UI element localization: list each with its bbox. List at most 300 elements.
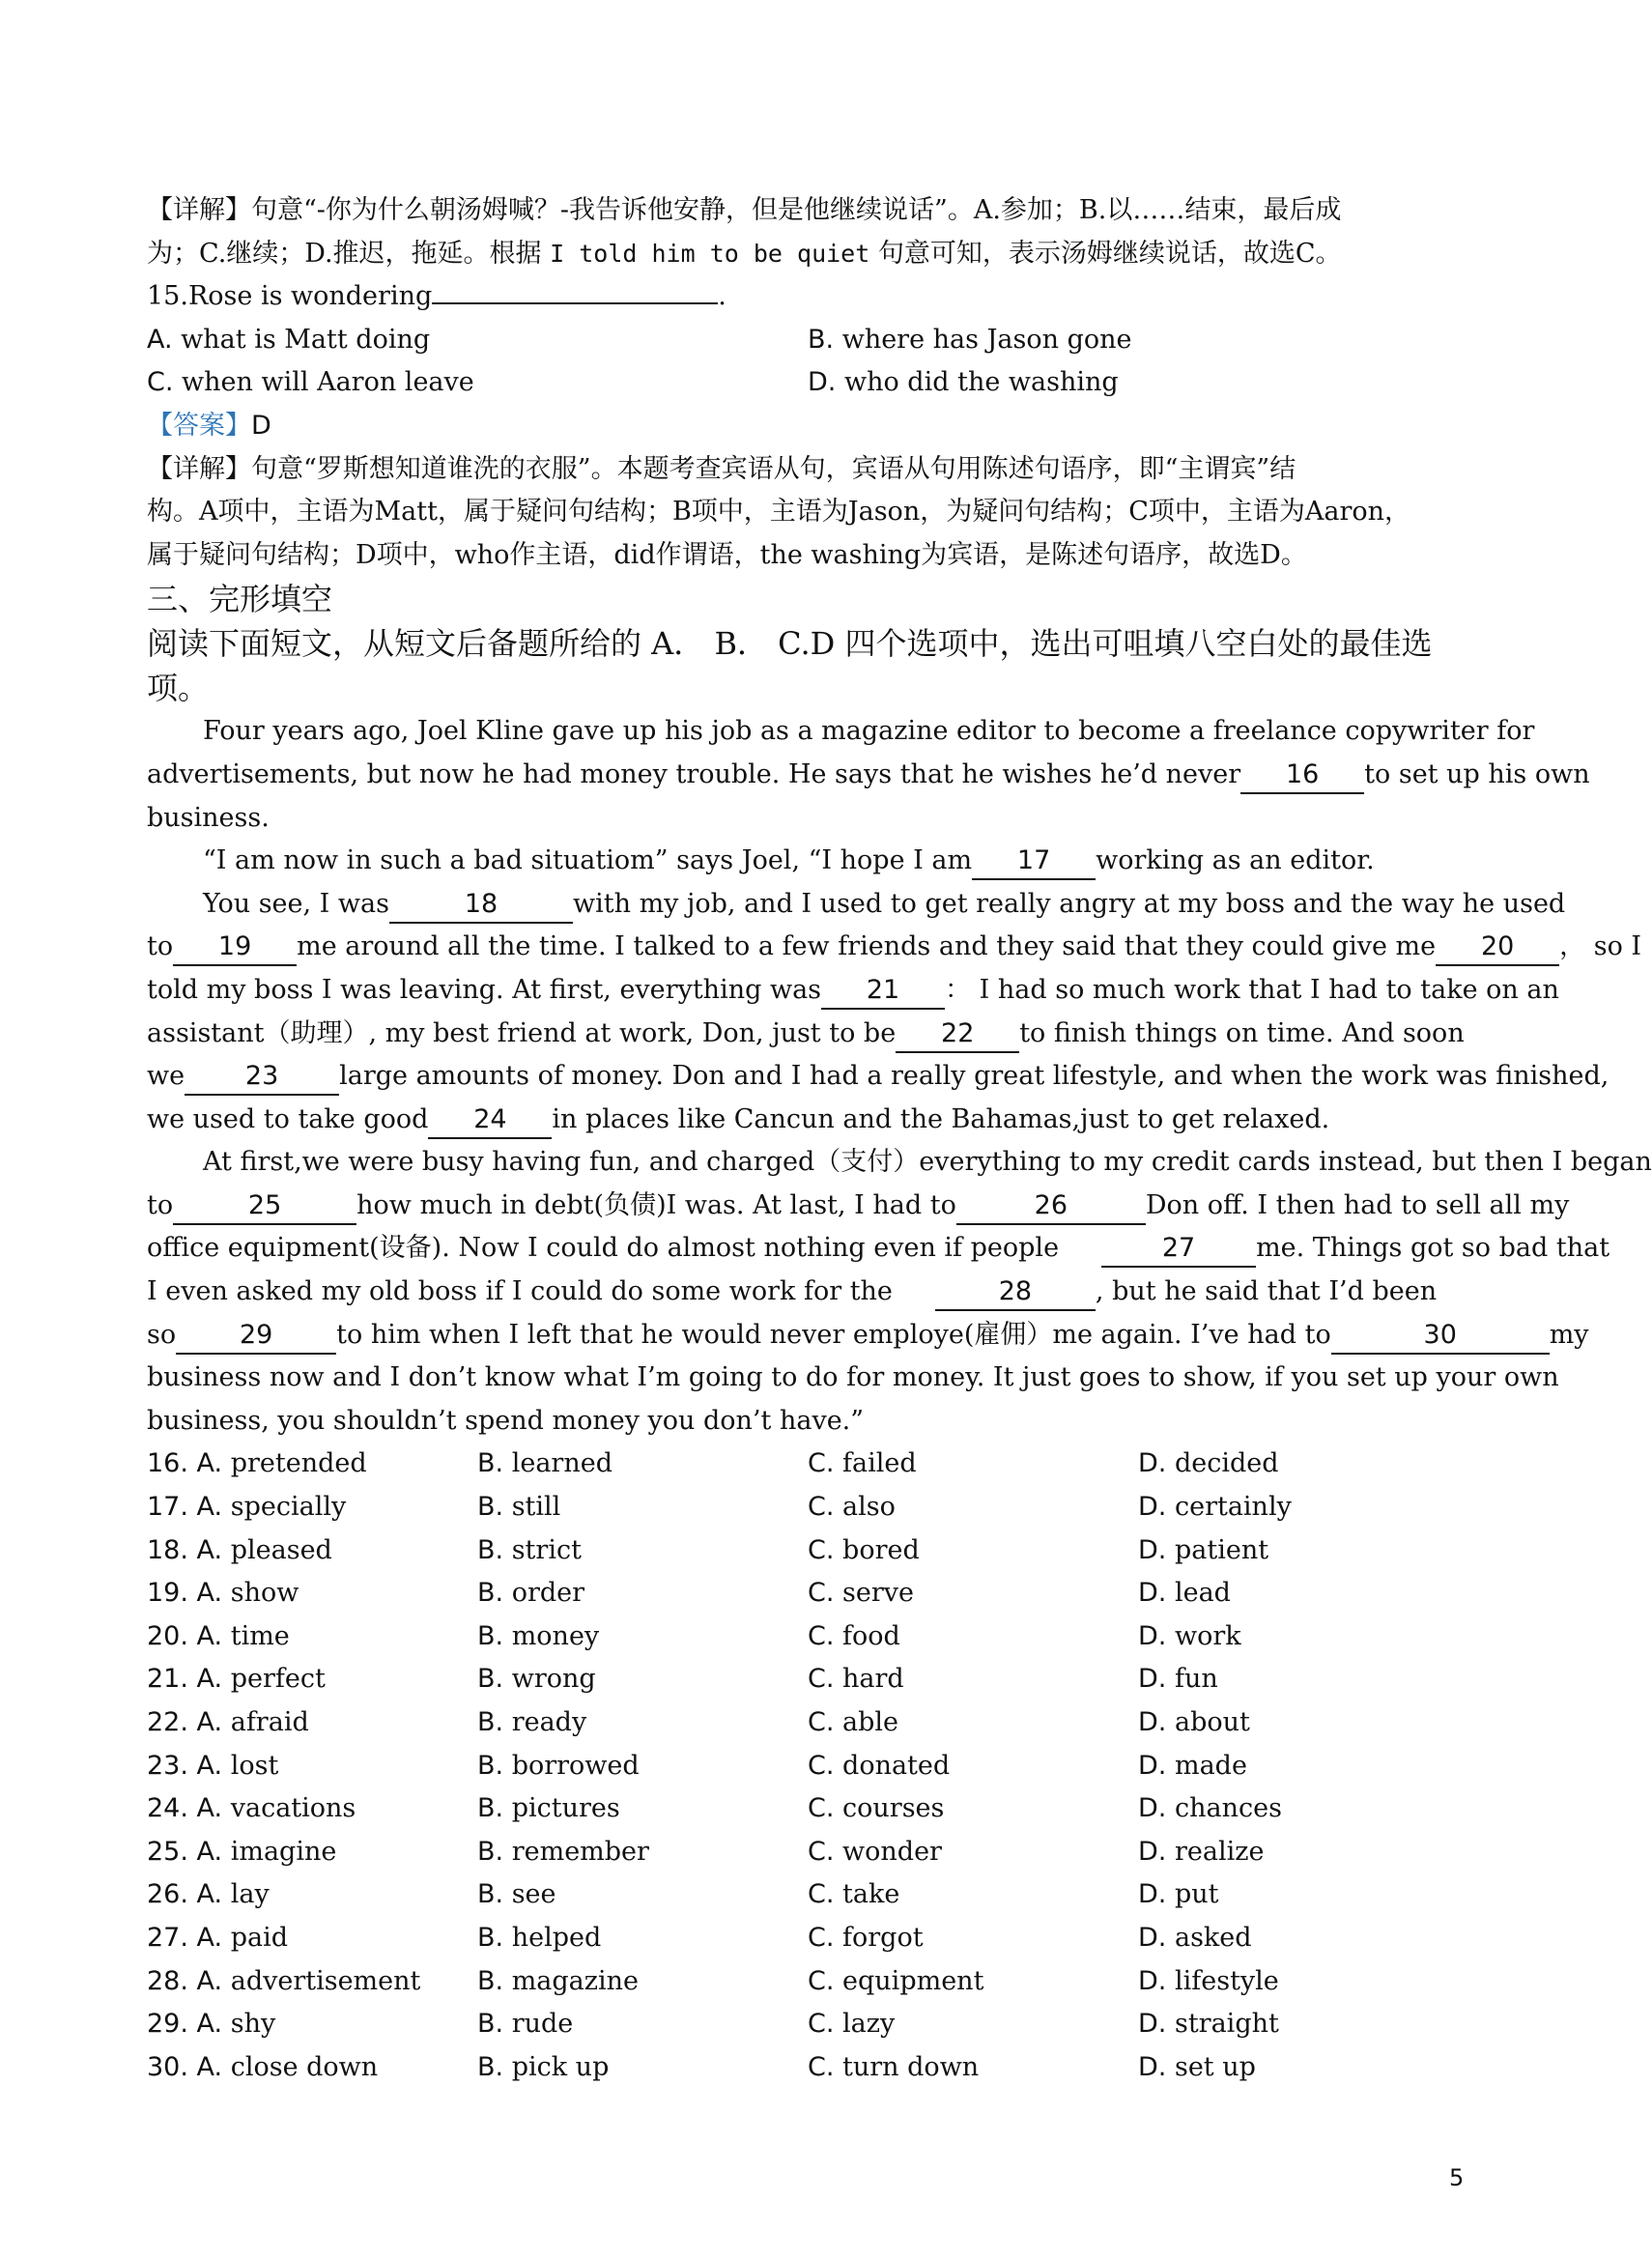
- option-label: D.: [1138, 1492, 1167, 1523]
- option-b: [477, 1615, 808, 1659]
- question-number: 20.: [147, 1620, 188, 1651]
- passage-line: business.: [147, 802, 270, 833]
- option-label: A.: [196, 1578, 223, 1609]
- passage-text: to set up his own: [1364, 758, 1590, 789]
- blank-29: 29: [176, 1318, 336, 1355]
- option-d: [1138, 2046, 1428, 2090]
- option-b: [477, 1486, 808, 1529]
- option-text: food: [842, 1620, 900, 1651]
- option-text: see: [511, 1879, 556, 1910]
- passage-text: to: [147, 931, 174, 962]
- option-text: order: [511, 1578, 585, 1609]
- passage-text: me. Things got so bad that: [1256, 1233, 1610, 1264]
- option-label: C.: [808, 2051, 835, 2082]
- option-label: C.: [808, 1578, 835, 1609]
- passage-text: office equipment(设备). Now I could do almost nothing even if people: [147, 1233, 1060, 1264]
- option-label: B.: [477, 1620, 504, 1651]
- option-text: lifestyle: [1174, 1965, 1279, 1996]
- question-number: 23.: [147, 1750, 188, 1781]
- passage-line: [147, 1013, 1465, 1056]
- option-c: [808, 1443, 1138, 1486]
- option-label: A.: [196, 1707, 223, 1737]
- option-label: A.: [196, 1965, 223, 1996]
- option-d: [1138, 1917, 1428, 1960]
- option-text: vacations: [230, 1793, 356, 1824]
- option-label: D.: [1138, 1448, 1167, 1479]
- option-d: [1138, 1831, 1428, 1874]
- option-label: C.: [808, 2009, 835, 2040]
- option-a: [147, 1960, 477, 2004]
- option-d: [1138, 1873, 1428, 1917]
- question-number: 17.: [147, 1492, 188, 1523]
- option-text: money: [511, 1620, 600, 1651]
- question-row: [147, 2003, 1461, 2046]
- option-label: B.: [477, 1534, 504, 1565]
- option-text: set up: [1174, 2051, 1256, 2082]
- option-label: A.: [196, 1922, 223, 1953]
- option-d: [1138, 1615, 1428, 1659]
- question-row: [147, 1486, 1461, 1529]
- passage-text: so: [147, 1319, 177, 1350]
- blank-20: 20: [1436, 929, 1559, 966]
- option-label: C.: [808, 1620, 835, 1651]
- option-label: D.: [1138, 1922, 1167, 1953]
- option-label: C.: [808, 1750, 835, 1781]
- q15-options-row1: [147, 319, 1461, 362]
- option-text: wrong: [511, 1664, 596, 1695]
- option-d: [1138, 1701, 1428, 1745]
- option-text: take: [842, 1879, 900, 1910]
- option-text: hard: [842, 1664, 904, 1695]
- option-label: B.: [477, 1836, 504, 1867]
- option-text: helped: [511, 1922, 602, 1953]
- question-number: 29.: [147, 2009, 188, 2040]
- option-text: show: [230, 1578, 299, 1609]
- question-row: [147, 1960, 1461, 2004]
- question-row: [147, 1917, 1461, 1960]
- q15-option-b: [808, 319, 1132, 362]
- option-a: [147, 2003, 477, 2046]
- detail-tag: 【详解】: [147, 453, 251, 484]
- option-text: forgot: [842, 1922, 924, 1953]
- option-b: [477, 1917, 808, 1960]
- question-row: [147, 1701, 1461, 1745]
- option-label: D.: [1138, 1965, 1167, 1996]
- option-label: B.: [477, 1492, 504, 1523]
- option-text: advertisement: [230, 1965, 421, 1996]
- option-label: A.: [196, 1448, 223, 1479]
- option-label: A.: [147, 324, 173, 355]
- passage-line: At first,we were busy having fun, and charged（支付）everything to my credit cards instead, but then I began: [203, 1147, 1652, 1178]
- q15-option-a: [147, 319, 808, 362]
- q14-detail-line2: [147, 233, 1461, 276]
- passage-text: working as an editor.: [1096, 845, 1375, 876]
- option-label: B.: [477, 2051, 504, 2082]
- option-label: C.: [808, 1707, 835, 1737]
- option-label: A.: [196, 1492, 223, 1523]
- option-text: still: [511, 1492, 561, 1523]
- option-text: pictures: [511, 1793, 620, 1824]
- option-text: chances: [1174, 1793, 1282, 1824]
- passage-text: to him when I left that he would never employe(雇佣）me again. I’ve had to: [336, 1319, 1331, 1350]
- option-c: [808, 1917, 1138, 1960]
- question-row: [147, 1831, 1461, 1874]
- option-a: [147, 2046, 477, 2090]
- q15-answer: [147, 405, 1461, 448]
- option-text: work: [1174, 1620, 1241, 1651]
- passage-line: [147, 754, 1590, 797]
- question-number: 19.: [147, 1578, 188, 1609]
- q14-detail-text2a: 为；C.继续；D.推迟，拖延。根据: [147, 238, 542, 269]
- passage-line: [147, 1099, 1461, 1142]
- option-text: serve: [842, 1578, 915, 1609]
- option-label: C.: [808, 1836, 835, 1867]
- option-text: made: [1174, 1750, 1247, 1781]
- passage-text: to finish things on time. And soon: [1019, 1017, 1465, 1048]
- passage-text: ： I had so much work that I had to take on an: [945, 974, 1559, 1005]
- option-text: borrowed: [511, 1750, 640, 1781]
- option-label: B.: [477, 1448, 504, 1479]
- option-a: [147, 1873, 477, 1917]
- passage-text: You see, I was: [203, 888, 389, 919]
- passage-text: large amounts of money. Don and I had a really great lifestyle, and when the work was finished,: [339, 1061, 1609, 1092]
- q15-blank: [432, 302, 718, 304]
- option-label: C.: [808, 1965, 835, 1996]
- option-b: [477, 1658, 808, 1701]
- option-label: D.: [808, 367, 837, 398]
- answer-value: D: [251, 410, 271, 441]
- option-b: [477, 2046, 808, 2090]
- option-label: C.: [808, 1448, 835, 1479]
- blank-25: 25: [173, 1188, 356, 1225]
- option-text: time: [230, 1620, 290, 1651]
- q15-detail-line3: 属于疑问句结构；D项中，who作主语，did作谓语，the washing为宾语，是陈述句语序，故选D。: [147, 539, 1307, 570]
- passage-line: business, you shouldn’t spend money you don’t have.”: [147, 1405, 865, 1436]
- passage-text: we used to take good: [147, 1103, 429, 1134]
- q15-stem-text: 15.Rose is wondering: [147, 281, 433, 312]
- option-text: donated: [842, 1750, 951, 1781]
- option-label: D.: [1138, 1620, 1167, 1651]
- option-b: [477, 1701, 808, 1745]
- detail-tag: 【详解】: [147, 195, 251, 225]
- question-row: [147, 1615, 1461, 1659]
- option-label: D.: [1138, 1879, 1167, 1910]
- q15-stem: [147, 275, 1461, 319]
- option-text: close down: [230, 2051, 379, 2082]
- section-instruction-line2: 项。: [147, 670, 210, 707]
- q14-detail-text2b: 句意可知，表示汤姆继续说话，故选C。: [877, 238, 1342, 269]
- question-number: 24.: [147, 1793, 188, 1824]
- option-label: D.: [1138, 2051, 1167, 2082]
- option-c: [808, 1658, 1138, 1701]
- option-d: [1138, 1529, 1428, 1573]
- option-b: [477, 1745, 808, 1788]
- option-text: also: [842, 1492, 896, 1523]
- option-d: [1138, 2003, 1428, 2046]
- blank-28: 28: [935, 1274, 1096, 1311]
- passage-text: Don off. I then had to sell all my: [1145, 1189, 1570, 1220]
- question-number: 22.: [147, 1707, 188, 1737]
- option-text: who did the washing: [843, 367, 1119, 398]
- option-c: [808, 1572, 1138, 1615]
- question-number: 21.: [147, 1664, 188, 1695]
- option-text: where has Jason gone: [841, 324, 1132, 355]
- question-number: 30.: [147, 2051, 188, 2082]
- passage-line: [147, 840, 1461, 883]
- option-text: lead: [1174, 1578, 1231, 1609]
- option-label: D.: [1138, 2009, 1167, 2040]
- question-row: [147, 1745, 1461, 1788]
- option-text: remember: [511, 1836, 649, 1867]
- passage-line: [147, 1055, 1609, 1099]
- option-c: [808, 1486, 1138, 1529]
- option-text: imagine: [230, 1836, 337, 1867]
- blank-17: 17: [972, 843, 1096, 880]
- option-a: [147, 1658, 477, 1701]
- option-text: equipment: [842, 1965, 984, 1996]
- question-row: [147, 2046, 1461, 2090]
- passage-text: I even asked my old boss if I could do some work for the: [147, 1276, 893, 1307]
- option-text: fun: [1174, 1664, 1218, 1695]
- option-text: shy: [230, 2009, 276, 2040]
- option-label: A.: [196, 2009, 223, 2040]
- q15-options-row2: [147, 361, 1461, 405]
- option-b: [477, 1831, 808, 1874]
- option-label: D.: [1138, 1534, 1167, 1565]
- option-b: [477, 1572, 808, 1615]
- blank-26: 26: [956, 1188, 1146, 1225]
- passage-line: business now and I don’t know what I’m going to do for money. It just goes to show, if you set up your own: [147, 1362, 1559, 1393]
- option-text: rude: [511, 2009, 574, 2040]
- option-label: D.: [1138, 1750, 1167, 1781]
- q15-detail-line1: [147, 448, 1461, 492]
- option-label: A.: [196, 1793, 223, 1824]
- question-number: 26.: [147, 1879, 188, 1910]
- option-text: paid: [230, 1922, 289, 1953]
- option-text: turn down: [842, 2051, 980, 2082]
- section-instruction-line1: 阅读下面短文，从短文后备题所给的 A． B． C.D 四个选项中，选出可咀填八空白处的最佳选: [147, 625, 1433, 663]
- blank-27: 27: [1101, 1231, 1256, 1268]
- q14-detail-line1: [147, 189, 1461, 233]
- option-d: [1138, 1960, 1428, 2004]
- option-label: D.: [1138, 1664, 1167, 1695]
- option-label: B.: [477, 1879, 504, 1910]
- option-d: [1138, 1443, 1428, 1486]
- passage-text: told my boss I was leaving. At first, everything was: [147, 974, 822, 1005]
- option-text: able: [842, 1707, 899, 1737]
- q15-option-c: [147, 361, 808, 405]
- option-label: D.: [1138, 1578, 1167, 1609]
- option-text: lazy: [842, 2009, 896, 2040]
- option-text: decided: [1174, 1448, 1279, 1479]
- option-a: [147, 1787, 477, 1831]
- option-c: [808, 1701, 1138, 1745]
- option-text: afraid: [230, 1707, 309, 1737]
- passage-line: [147, 1227, 1610, 1271]
- option-a: [147, 1572, 477, 1615]
- option-a: [147, 1529, 477, 1573]
- option-d: [1138, 1787, 1428, 1831]
- question-row: [147, 1529, 1461, 1573]
- question-row: [147, 1443, 1461, 1486]
- option-c: [808, 2046, 1138, 2090]
- option-text: wonder: [842, 1836, 942, 1867]
- q14-detail-code: I told him to be quiet: [550, 239, 870, 268]
- blank-18: 18: [389, 887, 573, 924]
- option-a: [147, 1443, 477, 1486]
- question-number: 25.: [147, 1836, 188, 1867]
- option-text: failed: [842, 1448, 917, 1479]
- option-text: lost: [230, 1750, 279, 1781]
- option-label: B.: [477, 1707, 504, 1737]
- passage-line: [147, 926, 1642, 969]
- passage-text: my: [1549, 1319, 1589, 1350]
- passage-text: how much in debt(负债)I was. At last, I had to: [356, 1189, 956, 1220]
- option-text: what is Matt doing: [181, 324, 431, 355]
- option-text: when will Aaron leave: [182, 367, 474, 398]
- option-text: lay: [230, 1879, 270, 1910]
- passage-text: me around all the time. I talked to a few friends and they said that they could give me: [297, 931, 1437, 962]
- option-b: [477, 1529, 808, 1573]
- document-page: [147, 189, 1652, 2089]
- passage-line: [147, 969, 1559, 1013]
- option-label: C.: [808, 1922, 835, 1953]
- option-c: [808, 2003, 1138, 2046]
- q15-detail-line2: 构。A项中，主语为Matt，属于疑问句结构；B项中，主语为Jason，为疑问句结构；C项中，主语为Aaron，: [147, 497, 1411, 528]
- option-c: [808, 1831, 1138, 1874]
- passage-text: we: [147, 1061, 185, 1092]
- option-label: C.: [147, 367, 174, 398]
- option-d: [1138, 1572, 1428, 1615]
- option-c: [808, 1745, 1138, 1788]
- option-text: realize: [1174, 1836, 1265, 1867]
- option-label: D.: [1138, 1707, 1167, 1737]
- option-a: [147, 1615, 477, 1659]
- option-label: C.: [808, 1492, 835, 1523]
- passage-text: with my job, and I used to get really angry at my boss and the way he used: [573, 888, 1566, 919]
- option-label: B.: [477, 1793, 504, 1824]
- option-b: [477, 1787, 808, 1831]
- option-label: B.: [477, 1965, 504, 1996]
- q15-option-d: [808, 361, 1119, 405]
- q14-detail-text1: 句意“-你为什么朝汤姆喊？-我告诉他安静，但是他继续说话”。A.参加；B.以……结束，最后成: [251, 195, 1342, 225]
- option-label: A.: [196, 2051, 223, 2082]
- answer-tag: 【答案】: [147, 410, 251, 441]
- option-text: ready: [511, 1707, 587, 1737]
- option-label: D.: [1138, 1836, 1167, 1867]
- option-label: A.: [196, 1534, 223, 1565]
- section-title: 三、完形填空: [147, 581, 333, 618]
- question-row: [147, 1658, 1461, 1701]
- option-text: magazine: [511, 1965, 640, 1996]
- option-c: [808, 1529, 1138, 1573]
- option-b: [477, 2003, 808, 2046]
- passage-line: [147, 883, 1566, 927]
- question-number: 27.: [147, 1922, 188, 1953]
- option-label: A.: [196, 1620, 223, 1651]
- option-d: [1138, 1745, 1428, 1788]
- option-label: C.: [808, 1534, 835, 1565]
- question-row: [147, 1572, 1461, 1615]
- options-table: [147, 1443, 1461, 2089]
- passage-line: [147, 1185, 1570, 1228]
- blank-24: 24: [428, 1102, 552, 1139]
- option-label: C.: [808, 1879, 835, 1910]
- option-a: [147, 1701, 477, 1745]
- option-text: pick up: [511, 2051, 610, 2082]
- option-text: strict: [511, 1534, 582, 1565]
- option-label: A.: [196, 1836, 223, 1867]
- option-label: B.: [477, 1922, 504, 1953]
- blank-30: 30: [1331, 1318, 1550, 1355]
- option-a: [147, 1486, 477, 1529]
- option-text: put: [1174, 1879, 1219, 1910]
- option-d: [1138, 1658, 1428, 1701]
- option-c: [808, 1960, 1138, 2004]
- passage-line: [147, 1314, 1589, 1358]
- option-a: [147, 1831, 477, 1874]
- passage-text: , but he said that I’d been: [1095, 1276, 1438, 1307]
- option-label: B.: [477, 2009, 504, 2040]
- option-a: [147, 1917, 477, 1960]
- passage-text: assistant（助理）, my best friend at work, Don, just to be: [147, 1017, 897, 1048]
- option-label: B.: [477, 1578, 504, 1609]
- option-label: D.: [1138, 1793, 1167, 1824]
- passage-text: advertisements, but now he had money trouble. He says that he wishes he’d never: [147, 758, 1241, 789]
- option-c: [808, 1787, 1138, 1831]
- question-row: [147, 1873, 1461, 1917]
- question-number: 28.: [147, 1965, 188, 1996]
- blank-19: 19: [173, 929, 297, 966]
- option-c: [808, 1615, 1138, 1659]
- option-label: C.: [808, 1664, 835, 1695]
- option-label: B.: [477, 1750, 504, 1781]
- option-text: courses: [842, 1793, 945, 1824]
- passage-text: ， so I: [1559, 931, 1642, 962]
- option-text: pleased: [230, 1534, 332, 1565]
- page-number: 5: [1449, 2164, 1465, 2191]
- q15-stem-end: .: [718, 281, 726, 312]
- option-a: [147, 1745, 477, 1788]
- question-number: 18.: [147, 1534, 188, 1565]
- passage-line: [147, 1271, 1461, 1314]
- option-label: A.: [196, 1879, 223, 1910]
- blank-23: 23: [185, 1059, 339, 1096]
- option-b: [477, 1873, 808, 1917]
- option-label: B.: [477, 1664, 504, 1695]
- option-text: perfect: [230, 1664, 326, 1695]
- option-text: pretended: [230, 1448, 367, 1479]
- option-c: [808, 1873, 1138, 1917]
- option-label: A.: [196, 1664, 223, 1695]
- passage-text: in places like Cancun and the Bahamas,just to get relaxed.: [552, 1103, 1330, 1134]
- q15-detail-text1: 句意“罗斯想知道谁洗的衣服”。本题考查宾语从句，宾语从句用陈述句语序，即“主谓宾”结: [251, 453, 1296, 484]
- question-row: [147, 1787, 1461, 1831]
- blank-22: 22: [896, 1016, 1019, 1053]
- blank-21: 21: [821, 973, 945, 1010]
- option-b: [477, 1960, 808, 2004]
- option-text: learned: [511, 1448, 612, 1479]
- question-number: 16.: [147, 1448, 188, 1479]
- option-d: [1138, 1486, 1428, 1529]
- option-b: [477, 1443, 808, 1486]
- passage-text: “I am now in such a bad situatiom” says Joel, “I hope I am: [203, 845, 973, 876]
- option-text: asked: [1174, 1922, 1252, 1953]
- option-text: certainly: [1174, 1492, 1292, 1523]
- passage-line: Four years ago, Joel Kline gave up his job as a magazine editor to become a freelance copywriter for: [203, 716, 1535, 747]
- option-text: straight: [1174, 2009, 1279, 2040]
- option-text: bored: [842, 1534, 920, 1565]
